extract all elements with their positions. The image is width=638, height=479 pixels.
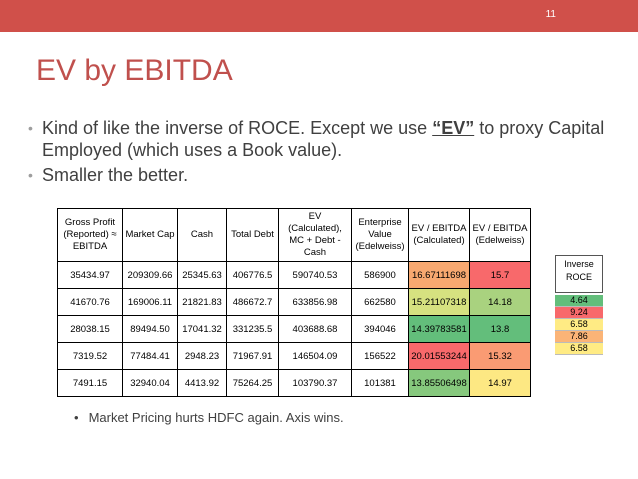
table-cell: 14.39783581 [409, 316, 470, 343]
bullet-text: Smaller the better. [42, 165, 189, 185]
slide-number: 11 [545, 9, 556, 20]
column-header: EV / EBITDA (Edelweiss) [470, 209, 531, 262]
table-cell: 4413.92 [178, 370, 227, 397]
bullet-icon: • [28, 167, 33, 183]
table-cell: 633856.98 [279, 289, 352, 316]
inverse-roce-cell: 7.86 [555, 331, 603, 343]
column-header: Gross Profit (Reported) ≈ EBITDA [58, 209, 123, 262]
inverse-roce-cell: 6.58 [555, 319, 603, 331]
table-cell: 13.8 [470, 316, 531, 343]
table-cell: 662580 [352, 289, 409, 316]
table-cell: 209309.66 [123, 262, 178, 289]
column-header: EV (Calculated), MC + Debt - Cash [279, 209, 352, 262]
table-cell: 20.01553244 [409, 343, 470, 370]
table-cell: 15.7 [470, 262, 531, 289]
column-header: Enterprise Value (Edelweiss) [352, 209, 409, 262]
table-cell: 28038.15 [58, 316, 123, 343]
table-cell: 156522 [352, 343, 409, 370]
table-cell: 89494.50 [123, 316, 178, 343]
bullet-text: to proxy Capital Employed (which uses a Book value). [42, 118, 605, 160]
bullet-item [28, 117, 628, 161]
table-cell: 14.97 [470, 370, 531, 397]
table-cell: 14.18 [470, 289, 531, 316]
table-cell: 17041.32 [178, 316, 227, 343]
table-cell: 71967.91 [227, 343, 279, 370]
table-cell: 590740.53 [279, 262, 352, 289]
table-cell: 15.21107318 [409, 289, 470, 316]
table-cell: 586900 [352, 262, 409, 289]
sub-bullet-text: Market Pricing hurts HDFC again. Axis wins. [88, 410, 344, 425]
ev-ebitda-table [57, 208, 531, 397]
table-row [58, 343, 531, 370]
bullet-list [28, 117, 628, 189]
bullet-icon: • [28, 120, 33, 136]
column-header: EV / EBITDA (Calculated) [409, 209, 470, 262]
bullet-text: Kind of like the inverse of ROCE. Except we use [42, 118, 433, 138]
table-cell: 16.67111698 [409, 262, 470, 289]
table-row [58, 262, 531, 289]
column-header: Market Cap [123, 209, 178, 262]
bullet-emphasis: “EV” [432, 118, 475, 138]
bullet-icon: • [74, 410, 79, 425]
inverse-roce-cell: 6.58 [555, 343, 603, 355]
table-cell: 32940.04 [123, 370, 178, 397]
table-cell: 77484.41 [123, 343, 178, 370]
bullet-item [28, 164, 628, 186]
inverse-roce-header: Inverse ROCE [555, 255, 603, 293]
table-cell: 21821.83 [178, 289, 227, 316]
table-cell: 406776.5 [227, 262, 279, 289]
inverse-roce-cell: 4.64 [555, 295, 603, 307]
table-row [58, 289, 531, 316]
table-cell: 7491.15 [58, 370, 123, 397]
table-cell: 7319.52 [58, 343, 123, 370]
table-cell: 41670.76 [58, 289, 123, 316]
table-cell: 13.85506498 [409, 370, 470, 397]
table-cell: 146504.09 [279, 343, 352, 370]
column-header: Cash [178, 209, 227, 262]
inverse-roce-cell: 9.24 [555, 307, 603, 319]
inverse-roce-column [555, 255, 603, 355]
table-row [58, 370, 531, 397]
table-cell: 25345.63 [178, 262, 227, 289]
table-cell: 403688.68 [279, 316, 352, 343]
table-cell: 331235.5 [227, 316, 279, 343]
table-cell: 75264.25 [227, 370, 279, 397]
table-cell: 35434.97 [58, 262, 123, 289]
column-header: Total Debt [227, 209, 279, 262]
table-cell: 2948.23 [178, 343, 227, 370]
table-cell: 15.32 [470, 343, 531, 370]
table-cell: 394046 [352, 316, 409, 343]
table-row [58, 316, 531, 343]
table-cell: 169006.11 [123, 289, 178, 316]
table-cell: 103790.37 [279, 370, 352, 397]
sub-bullet [74, 410, 344, 425]
table-cell: 101381 [352, 370, 409, 397]
slide-title: EV by EBITDA [36, 54, 233, 87]
top-bar [0, 0, 638, 32]
table-cell: 486672.7 [227, 289, 279, 316]
table-header-row [58, 209, 531, 262]
